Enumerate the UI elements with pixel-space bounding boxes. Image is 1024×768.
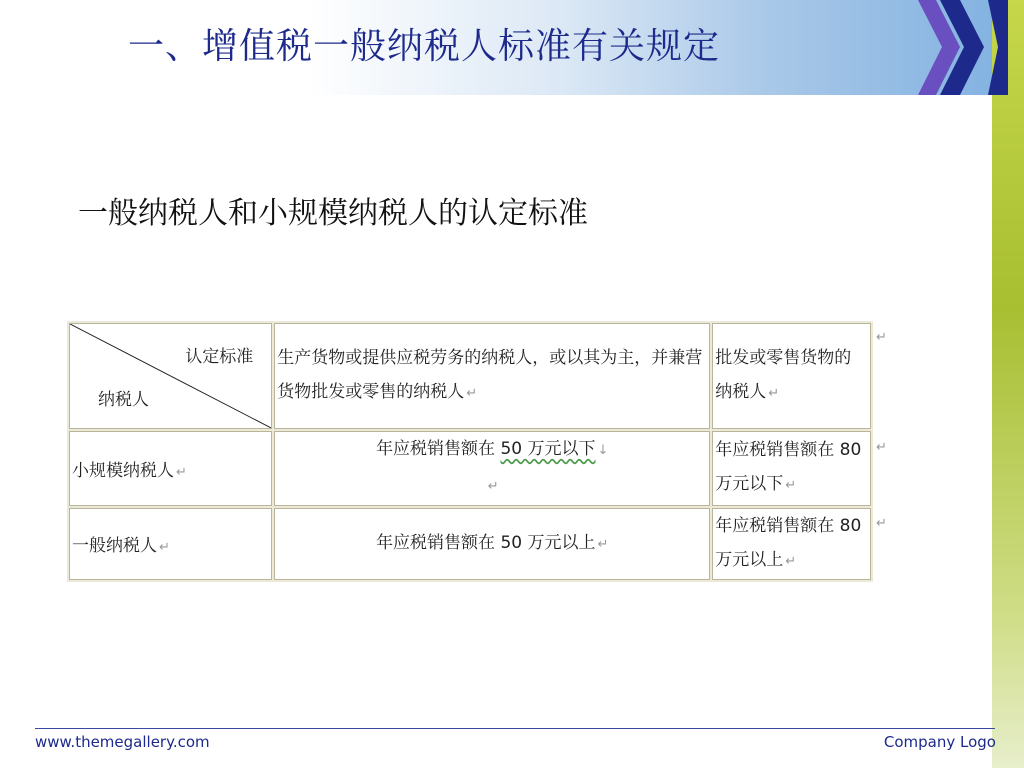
- header-production-cell: [274, 323, 710, 429]
- paragraph-mark-icon: ↵: [876, 330, 887, 345]
- paragraph-mark-icon: ↵: [597, 536, 609, 552]
- paragraph-mark-icon: ↵: [159, 540, 170, 556]
- side-accent-strip: [992, 0, 1024, 768]
- paragraph-mark-icon: ↵: [466, 386, 478, 401]
- table-header-row: [69, 323, 871, 429]
- paragraph-mark-icon: ↵: [176, 464, 187, 480]
- table-row: [69, 431, 871, 506]
- row-production-text: 年应税销售额在: [376, 439, 501, 460]
- slide-subtitle: 一般纳税人和小规模纳税人的认定标准: [78, 196, 588, 231]
- footer-website: www.themegallery.com: [35, 733, 210, 751]
- row-wholesale-text: 年应税销售额在 80 万元以下: [715, 440, 862, 495]
- chevron-decoration-icon: [918, 0, 1024, 95]
- row-production-cell: 年应税销售额在 50 万元以下 ↓ ↵: [274, 431, 710, 506]
- footer-divider: [35, 728, 995, 729]
- paragraph-mark-icon: ↵: [785, 553, 797, 569]
- footer-company-logo: Company Logo: [883, 733, 996, 751]
- row-wholesale-cell: [712, 431, 871, 506]
- row-production-threshold: 50 万元以下: [500, 439, 596, 460]
- table-row: [69, 508, 871, 581]
- header-wholesale-text: 批发或零售货物的纳税人: [715, 348, 852, 402]
- row-wholesale-cell: [712, 508, 871, 581]
- row-production-text: 年应税销售额在 50 万元以上: [376, 532, 596, 553]
- slide-title: 一、增值税一般纳税人标准有关规定: [128, 26, 721, 67]
- row-production-cell: [274, 508, 710, 581]
- criteria-table-grid: [67, 321, 873, 582]
- header-wholesale-cell: [712, 323, 871, 429]
- paragraph-mark-icon: ↵: [785, 478, 797, 494]
- row-label: 一般纳税人: [72, 536, 157, 557]
- header-taxpayer-label: 纳税人: [98, 390, 149, 410]
- paragraph-mark-icon: ↵: [876, 440, 887, 455]
- header-production-text: 生产货物或提供应税劳务的纳税人，或以其为主，并兼营货物批发或零售的纳税人: [277, 348, 703, 402]
- row-wholesale-text: 年应税销售额在 80 万元以上: [715, 515, 862, 570]
- row-label-cell: [69, 508, 272, 581]
- row-label: 小规模纳税人: [72, 460, 174, 481]
- header-criteria-label: 认定标准: [185, 347, 254, 367]
- criteria-table: [67, 321, 873, 582]
- paragraph-mark-icon: ↵: [768, 386, 780, 401]
- paragraph-mark-icon: ↵: [876, 516, 887, 531]
- diagonal-header-cell: [69, 323, 272, 429]
- paragraph-mark-icon: ↵: [487, 479, 499, 495]
- row-label-cell: [69, 431, 272, 506]
- diagonal-line: [70, 324, 271, 428]
